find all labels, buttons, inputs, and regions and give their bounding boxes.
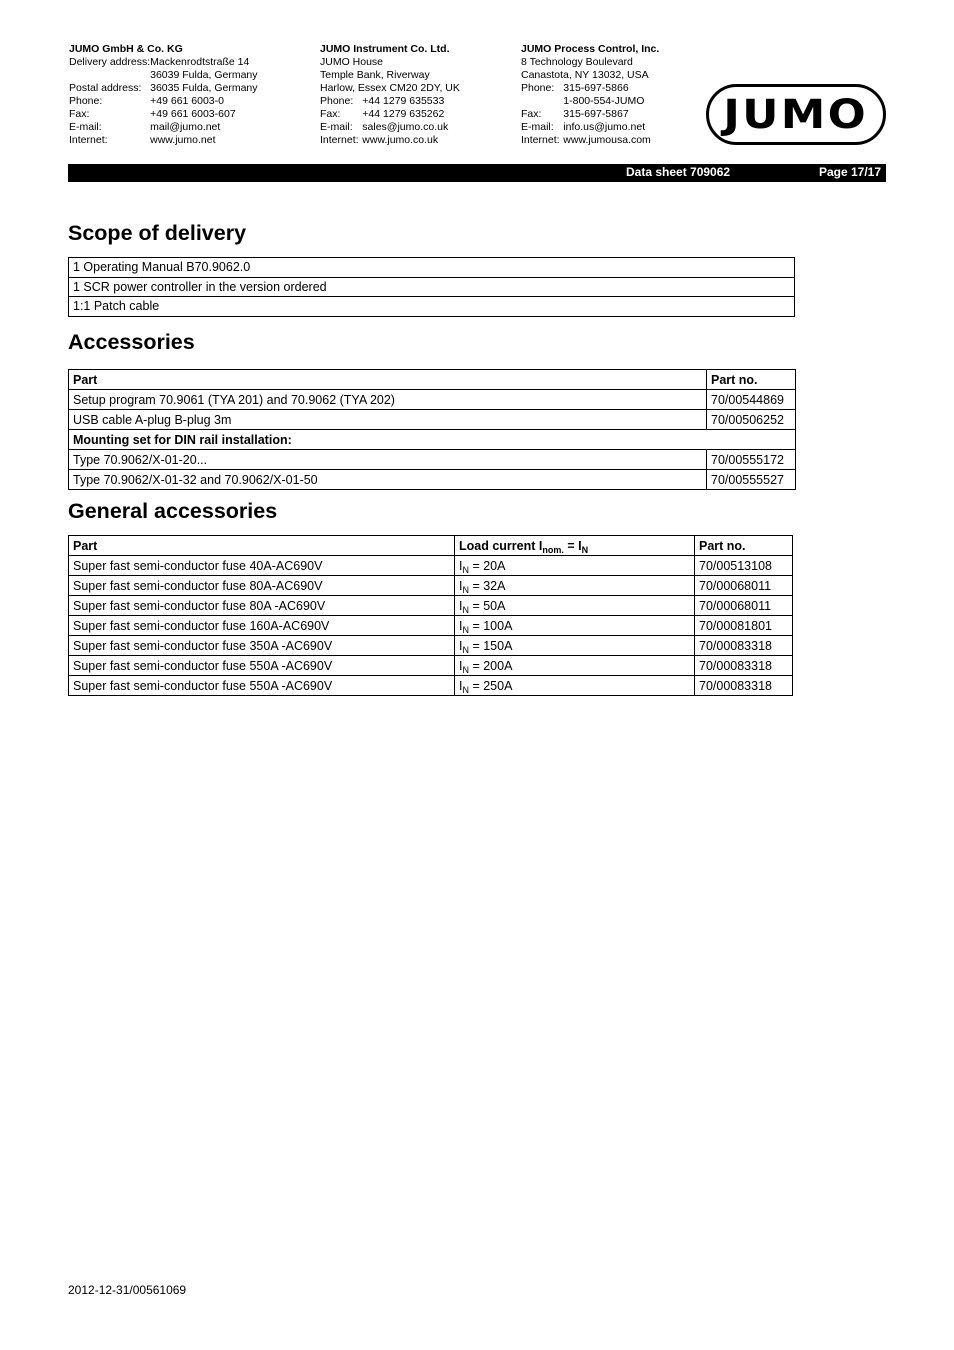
table-cell: 70/00083318	[695, 676, 793, 696]
address-value: 315-697-5867	[563, 108, 629, 120]
table-cell: Super fast semi-conductor fuse 80A-AC690V	[69, 576, 455, 596]
column-header: Part	[69, 370, 707, 390]
table-cell: USB cable A-plug B-plug 3m	[69, 410, 707, 430]
table-row	[69, 277, 795, 297]
address-value: +44 1279 635262	[362, 108, 445, 120]
address-label: Delivery address:	[69, 56, 151, 68]
table-cell: Setup program 70.9061 (TYA 201) and 70.9062 (TYA 202)	[69, 390, 707, 410]
address-value: 315-697-5866	[563, 82, 629, 94]
address-label	[69, 69, 150, 82]
address-block-uk	[320, 43, 460, 147]
address-table	[320, 95, 448, 147]
address-label: E-mail:	[521, 121, 554, 133]
address-table	[69, 56, 258, 147]
table-cell: Super fast semi-conductor fuse 80A -AC690V	[69, 596, 455, 616]
address-label: Postal address:	[69, 82, 142, 94]
current-value: = 100A	[468, 618, 513, 633]
address-label: E-mail:	[69, 121, 102, 133]
current-subscript: N	[462, 664, 469, 675]
table-cell: 70/00555172	[707, 450, 796, 470]
table-cell: Type 70.9062/X-01-32 and 70.9062/X-01-50	[69, 470, 707, 490]
header-subscript: nom.	[542, 544, 564, 555]
table-cell: 70/00081801	[695, 616, 793, 636]
address-value: info.us@jumo.net	[563, 121, 646, 133]
address-line: Canastota, NY 13032, USA	[521, 69, 649, 81]
current-symbol: I	[459, 678, 463, 693]
address-value: 36035 Fulda, Germany	[150, 82, 258, 94]
address-block-usa	[521, 43, 659, 147]
jumo-logo	[706, 84, 886, 145]
current-subscript: N	[462, 584, 469, 595]
table-cell: 70/00068011	[695, 596, 793, 616]
table-row	[69, 656, 793, 676]
table-row	[69, 676, 793, 696]
table-cell: 1 Operating Manual B70.9062.0	[69, 258, 795, 278]
address-label: Phone:	[521, 82, 555, 94]
table-cell: 1 SCR power controller in the version ordered	[69, 277, 795, 297]
table-row	[69, 258, 795, 278]
table-cell: 70/00513108	[695, 556, 793, 576]
current-symbol: I	[459, 598, 463, 613]
scope-heading: Scope of delivery	[68, 221, 247, 245]
address-line: 8 Technology Boulevard	[521, 56, 633, 68]
header-text: Load current I	[459, 538, 543, 553]
table-row	[69, 470, 796, 490]
header-bar	[68, 164, 886, 182]
address-value: www.jumo.co.uk	[362, 134, 439, 146]
table-row	[69, 556, 793, 576]
current-symbol: I	[459, 558, 463, 573]
header-subscript: N	[581, 544, 589, 555]
table-cell: Type 70.9062/X-01-20...	[69, 450, 707, 470]
address-label: Fax:	[521, 108, 542, 120]
logo-text: JUMO	[723, 91, 869, 138]
table-row	[69, 297, 795, 317]
address-label: Phone:	[320, 95, 354, 107]
address-value: +44 1279 635533	[362, 95, 445, 107]
address-label	[521, 95, 563, 108]
column-header-load-current	[455, 536, 695, 556]
general-accessories-heading: General accessories	[68, 499, 278, 523]
table-cell-current	[455, 636, 695, 656]
address-label: Internet:	[320, 134, 359, 146]
address-value: 36039 Fulda, Germany	[150, 69, 258, 81]
accessories-table	[68, 369, 796, 490]
column-header: Part no.	[707, 370, 796, 390]
table-subheading: Mounting set for DIN rail installation:	[69, 430, 796, 450]
address-value: +49 661 6003-607	[150, 108, 236, 120]
document-code: 2012-12-31/00561069	[68, 1283, 187, 1297]
current-value: = 50A	[468, 598, 506, 613]
table-row	[69, 450, 796, 470]
current-value: = 150A	[468, 638, 513, 653]
table-cell: 70/00544869	[707, 390, 796, 410]
company-name: JUMO Process Control, Inc.	[521, 43, 660, 55]
table-cell: Super fast semi-conductor fuse 550A -AC690V	[69, 656, 455, 676]
address-block-germany	[69, 43, 258, 147]
datasheet-number: Data sheet 709062	[626, 165, 731, 179]
current-subscript: N	[462, 684, 469, 695]
address-value: www.jumo.net	[150, 134, 216, 146]
table-row	[69, 636, 793, 656]
address-value: 1-800-554-JUMO	[563, 95, 645, 107]
current-value: = 200A	[468, 658, 513, 673]
current-symbol: I	[459, 578, 463, 593]
table-row	[69, 616, 793, 636]
table-cell: Super fast semi-conductor fuse 40A-AC690V	[69, 556, 455, 576]
table-row	[69, 390, 796, 410]
address-table	[521, 82, 651, 147]
current-subscript: N	[462, 624, 469, 635]
table-cell-current	[455, 616, 695, 636]
current-symbol: I	[459, 658, 463, 673]
table-row	[69, 576, 793, 596]
column-header: Part no.	[695, 536, 793, 556]
address-line: Temple Bank, Riverway	[320, 69, 430, 81]
table-row	[69, 596, 793, 616]
table-cell: 70/00083318	[695, 636, 793, 656]
column-header: Part	[69, 536, 455, 556]
scope-table	[68, 257, 795, 317]
table-cell: Super fast semi-conductor fuse 160A-AC690V	[69, 616, 455, 636]
address-label: Internet:	[69, 134, 108, 146]
current-value: = 250A	[468, 678, 513, 693]
table-cell-current	[455, 556, 695, 576]
table-cell-current	[455, 676, 695, 696]
current-value: = 32A	[468, 578, 506, 593]
address-value: mail@jumo.net	[150, 121, 221, 133]
table-cell-current	[455, 656, 695, 676]
address-value: +49 661 6003-0	[150, 95, 224, 107]
current-subscript: N	[462, 564, 469, 575]
table-row	[69, 410, 796, 430]
address-value: Mackenrodtstraße 14	[150, 56, 250, 68]
company-name: JUMO GmbH & Co. KG	[69, 43, 183, 55]
table-subheading-row	[69, 430, 796, 450]
current-subscript: N	[462, 644, 469, 655]
company-name: JUMO Instrument Co. Ltd.	[320, 43, 450, 55]
table-cell: 70/00068011	[695, 576, 793, 596]
table-cell: Super fast semi-conductor fuse 350A -AC690V	[69, 636, 455, 656]
address-value: sales@jumo.co.uk	[362, 121, 449, 133]
accessories-heading: Accessories	[68, 330, 195, 354]
current-symbol: I	[459, 618, 463, 633]
address-label: E-mail:	[320, 121, 353, 133]
address-label: Fax:	[320, 108, 341, 120]
address-line: JUMO House	[320, 56, 384, 68]
address-label: Phone:	[69, 95, 103, 107]
page-number: Page 17/17	[818, 165, 881, 179]
table-cell: 70/00506252	[707, 410, 796, 430]
current-subscript: N	[462, 604, 469, 615]
table-header-row	[69, 536, 793, 556]
header-text: = I	[563, 538, 582, 553]
table-cell: 70/00083318	[695, 656, 793, 676]
address-line: Harlow, Essex CM20 2DY, UK	[320, 82, 460, 94]
table-cell: Super fast semi-conductor fuse 550A -AC690V	[69, 676, 455, 696]
general-accessories-table	[68, 535, 793, 696]
table-header-row	[69, 370, 796, 390]
address-value: www.jumousa.com	[563, 134, 651, 146]
address-label: Internet:	[521, 134, 560, 146]
table-cell-current	[455, 596, 695, 616]
table-cell: 1:1 Patch cable	[69, 297, 795, 317]
table-cell: 70/00555527	[707, 470, 796, 490]
current-symbol: I	[459, 638, 463, 653]
current-value: = 20A	[468, 558, 506, 573]
address-label: Fax:	[69, 108, 90, 120]
table-cell-current	[455, 576, 695, 596]
